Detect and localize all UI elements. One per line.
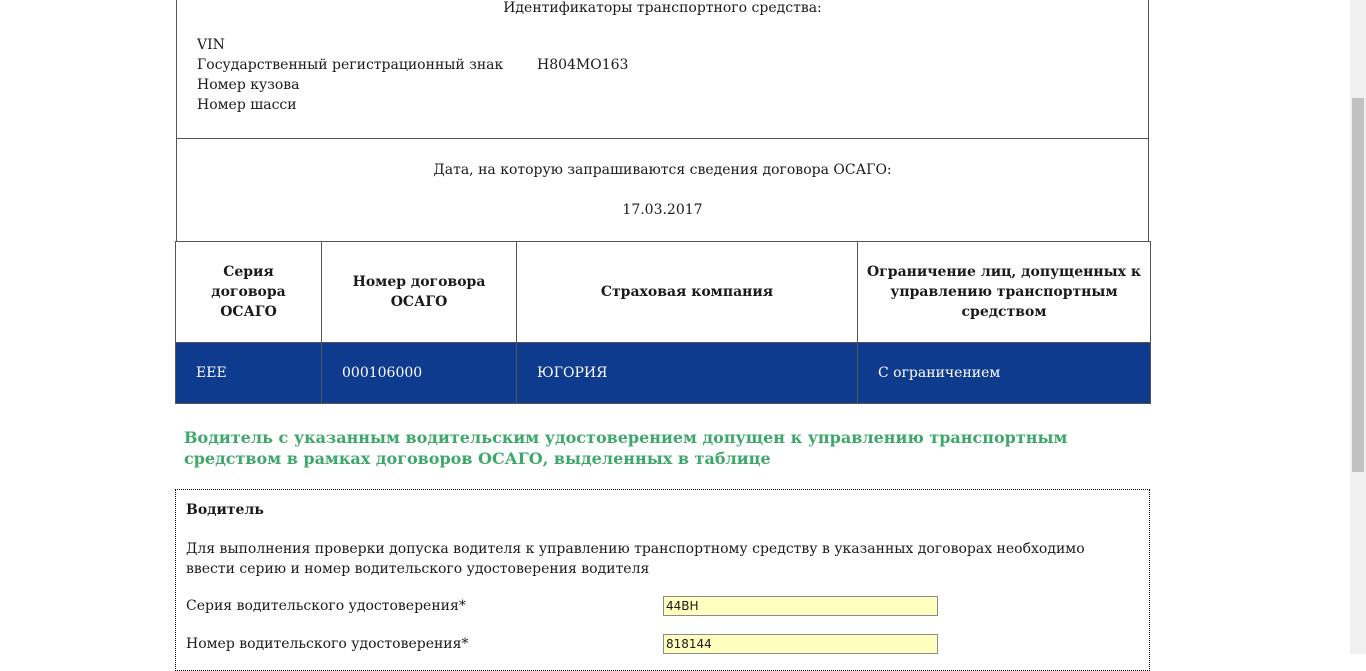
header-number: Номер договора ОСАГО: [322, 242, 517, 343]
header-company: Страховая компания: [517, 242, 858, 343]
query-date-section: [176, 139, 1149, 241]
plate-value: Н804МО163: [537, 57, 629, 73]
vin-label: VIN: [197, 37, 225, 53]
driver-description: Для выполнения проверки допуска водителя к управлению транспортному средству в указанных договорах необходимо ввести серию и номер водительского удостоверения водителя: [186, 541, 1085, 577]
table-row[interactable]: [176, 343, 1151, 404]
cell-number: 000106000: [322, 343, 517, 404]
driver-allowed-notice: Водитель с указанным водительским удостоверением допущен к управлению транспортным средством в рамках договоров ОСАГО, выделенных в таблице: [184, 428, 1068, 468]
vertical-scrollbar[interactable]: [1350, 0, 1366, 654]
plate-label: Государственный регистрационный знак: [197, 57, 504, 73]
body-number-row: [197, 75, 537, 95]
driver-section: [175, 489, 1150, 671]
header-series: Серия договора ОСАГО: [176, 242, 322, 343]
driver-title: Водитель: [186, 502, 264, 518]
license-series-label: Серия водительского удостоверения*: [186, 598, 466, 614]
license-number-input[interactable]: 818144: [663, 634, 938, 654]
body-number-label: Номер кузова: [197, 77, 300, 93]
chassis-number-row: [197, 95, 537, 115]
query-date-value: 17.03.2017: [622, 202, 703, 218]
license-series-input[interactable]: 44ВН: [663, 596, 938, 616]
vin-row: [197, 35, 537, 55]
chassis-number-label: Номер шасси: [197, 97, 297, 113]
cell-company: ЮГОРИЯ: [517, 343, 858, 404]
cell-series: ЕЕЕ: [176, 343, 322, 404]
policies-table: [175, 241, 1151, 404]
plate-row: [197, 55, 628, 75]
scrollbar-thumb[interactable]: [1352, 98, 1364, 472]
license-number-label: Номер водительского удостоверения*: [186, 636, 469, 652]
vehicle-identifiers-section: [176, 0, 1149, 139]
vehicle-identifiers-title: Идентификаторы транспортного средства:: [503, 0, 822, 16]
cell-restriction: С ограничением: [858, 343, 1151, 404]
header-restriction: Ограничение лиц, допущенных к управлению транспортным средством: [858, 242, 1151, 343]
table-header-row: [176, 242, 1151, 343]
query-date-label: Дата, на которую запрашиваются сведения договора ОСАГО:: [433, 162, 892, 178]
